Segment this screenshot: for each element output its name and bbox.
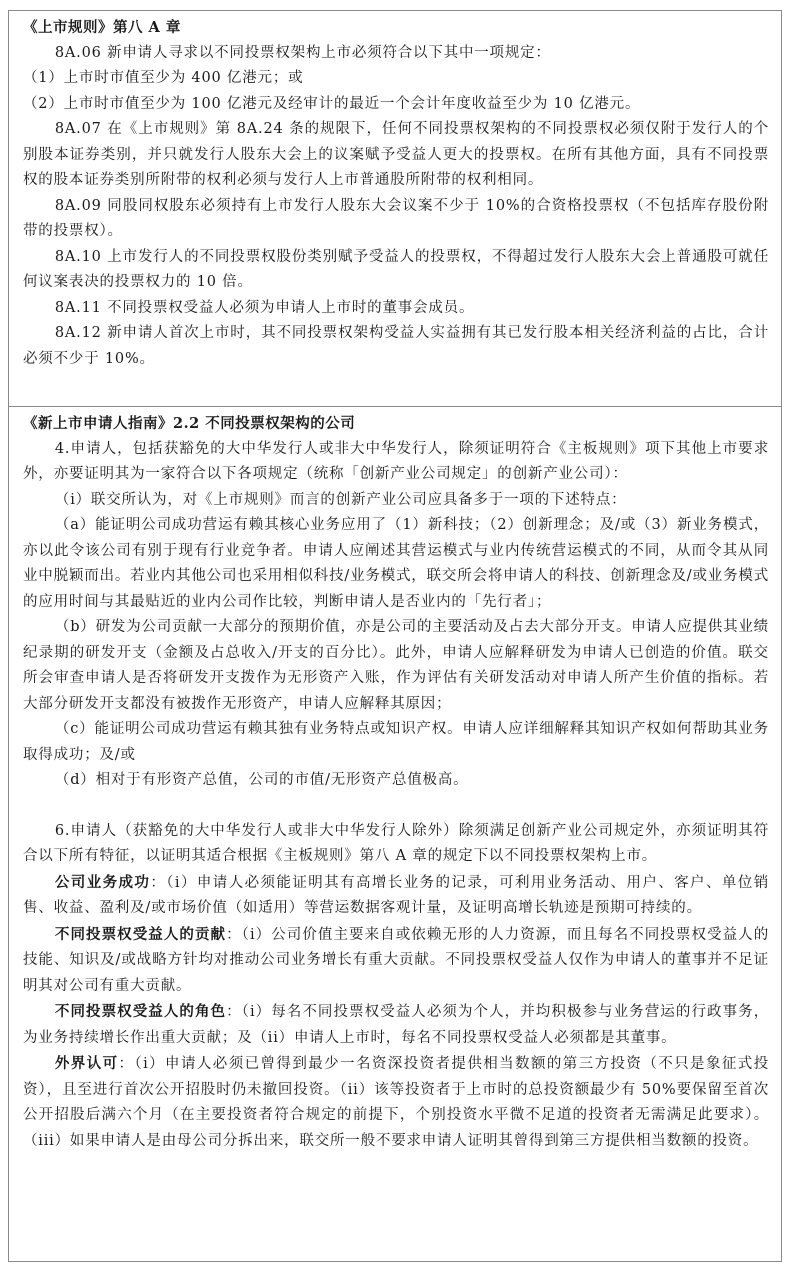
guide-item-business-success	[23, 870, 769, 922]
guide-para-c: （c）能证明公司成功营运有赖其独有业务特点或知识产权。申请人应详细解释其知识产权如何帮助其业务取得成功；及/或	[23, 721, 769, 763]
guide-section	[9, 407, 781, 1261]
rule-8a11: 8A.11 不同投票权受益人必须为申请人上市时的董事会成员。	[54, 299, 475, 316]
rule-8a07: 8A.07 在《上市规则》第 8A.24 条的规限下，任何不同投票权架构的不同投票权必须仅附于发行人的个别股本证券类别，并只就发行人股东大会上的议案赋予受益人更大的投票权。在所有其他方面，具有不同投票权的股本证券类别所附带的权利必须与发行人上市普通股所附带的权利相同。	[23, 121, 769, 188]
guide-para-a: （a）能证明公司成功营运有赖其核心业务应用了（1）新科技；（2）创新理念；及/或（3）新业务模式，亦以此令该公司有别于现有行业竞争者。申请人应阐述其营运模式与业内传统营运模式的不同，从而令其从同业中脱颖而出。若业内其他公司也采用相似科技/业务模式，联交所会将申请人的科技、创新理念及/或业务模式的应用时间与其最贴近的业内公司作比较，判断申请人是否业内的「先行者」；	[23, 517, 769, 610]
item-label: 不同投票权受益人的角色	[54, 1003, 227, 1020]
item-label: 外界认可	[54, 1055, 119, 1072]
section-title: 《上市规则》第八 A 章	[23, 19, 181, 36]
guide-item-role	[23, 999, 769, 1051]
rule-8a10: 8A.10 上市发行人的不同投票权股份类别赋予受益人的投票权，不得超过发行人股东大会上普通股可就任何议案表决的投票权力的 10 倍。	[23, 248, 769, 290]
guide-item-external-recognition	[23, 1051, 769, 1154]
guide-para-i: （i）联交所认为，对《上市规则》而言的创新产业公司应具备多于一项的下述特点：	[54, 491, 627, 508]
rule-8a06-item-2: （2）上市时市值至少为 100 亿港元及经审计的最近一个会计年度收益至少为 10 亿港元。	[23, 95, 641, 112]
item-text: ：（i）申请人必须能证明其有高增长业务的记录，可利用业务活动、用户、客户、单位销售、收益、盈利及/或市场价值（如适用）等营运数据客观计量，及证明高增长轨迹是预期可持续的。	[23, 874, 769, 916]
guide-para-b: （b）研发为公司贡献一大部分的预期价值，亦是公司的主要活动及占去大部分开支。申请人应提供其业绩纪录期的研发开支（金额及占总收入/开支的百分比）。此外，申请人应解释研发为申请人已创造的价值。联交所会审查申请人是否将研发开支拨作为无形资产入账，作为评估有关研发活动对申请人所产生价值的指标。若大部分研发开支都没有被拨作无形资产，申请人应解释其原因；	[23, 619, 769, 712]
item-text: ：（i）公司价值主要来自或依赖无形的人力资源，而且每名不同投票权受益人的技能、知识及/或战略方针均对推动公司业务增长有重大贡献。不同投票权受益人仅作为申请人的董事并不足证明其对公司有重大贡献。	[23, 926, 769, 994]
rule-8a06-item-1: （1）上市时市值至少为 400 亿港元；或	[23, 70, 304, 86]
guide-para-d: （d）相对于有形资产总值，公司的市值/无形资产总值极高。	[54, 772, 469, 788]
item-label: 不同投票权受益人的贡献	[54, 925, 227, 943]
guide-para-6: 6.申请人（获豁免的大中华发行人或非大中华发行人除外）除须满足创新产业公司规定外，亦须证明其符合以下所有特征，以证明其适合根据《主板规则》第八 A 章的规定下以不同投票权架构上市。	[23, 822, 769, 864]
item-text: ：（i）申请人必须已曾得到最少一名资深投资者提供相当数额的第三方投资（不只是象征式投资），且至进行首次公开招股时仍未撤回投资。（ii）该等投资者于上市时的总投资额最少有 50%要保留至首次公开招股后满六个月（在主要投资者符合规定的前提下，个别投资水平微不足道的投资者无需满足此要求）。（iii）如果申请人是由母公司分拆出来，联交所一般不要求申请人证明其曾得到第三方提供相当数额的投资。	[23, 1056, 769, 1149]
rule-8a12: 8A.12 新申请人首次上市时，其不同投票权架构受益人实益拥有其已发行股本相关经济利益的占比，合计必须不少于 10%。	[23, 325, 769, 367]
section-title: 《新上市申请人指南》2.2 不同投票权架构的公司	[23, 415, 356, 432]
item-text: ：（i）每名不同投票权受益人必须为个人，并均积极参与业务营运的行政事务，为业务持续增长作出重大贡献；及（ii）申请人上市时，每名不同投票权受益人必须都是其董事。	[23, 1004, 769, 1046]
listing-rules-section	[9, 11, 781, 407]
rule-8a06: 8A.06 新申请人寻求以不同投票权架构上市必须符合以下其中一项规定：	[54, 44, 551, 61]
guide-item-contribution	[23, 922, 769, 1000]
document-page	[8, 10, 782, 1262]
spacer	[23, 794, 769, 819]
item-label: 公司业务成功	[54, 873, 151, 891]
rule-8a09: 8A.09 同股同权股东必须持有上市发行人股东大会议案不少于 10%的合资格投票权（不包括库存股份附带的投票权）。	[23, 197, 769, 239]
guide-para-4: 4.申请人，包括获豁免的大中华发行人或非大中华发行人，除须证明符合《主板规则》项下其他上市要求外，亦要证明其为一家符合以下各项规定（统称「创新产业公司规定」的创新产业公司）：	[23, 440, 769, 482]
